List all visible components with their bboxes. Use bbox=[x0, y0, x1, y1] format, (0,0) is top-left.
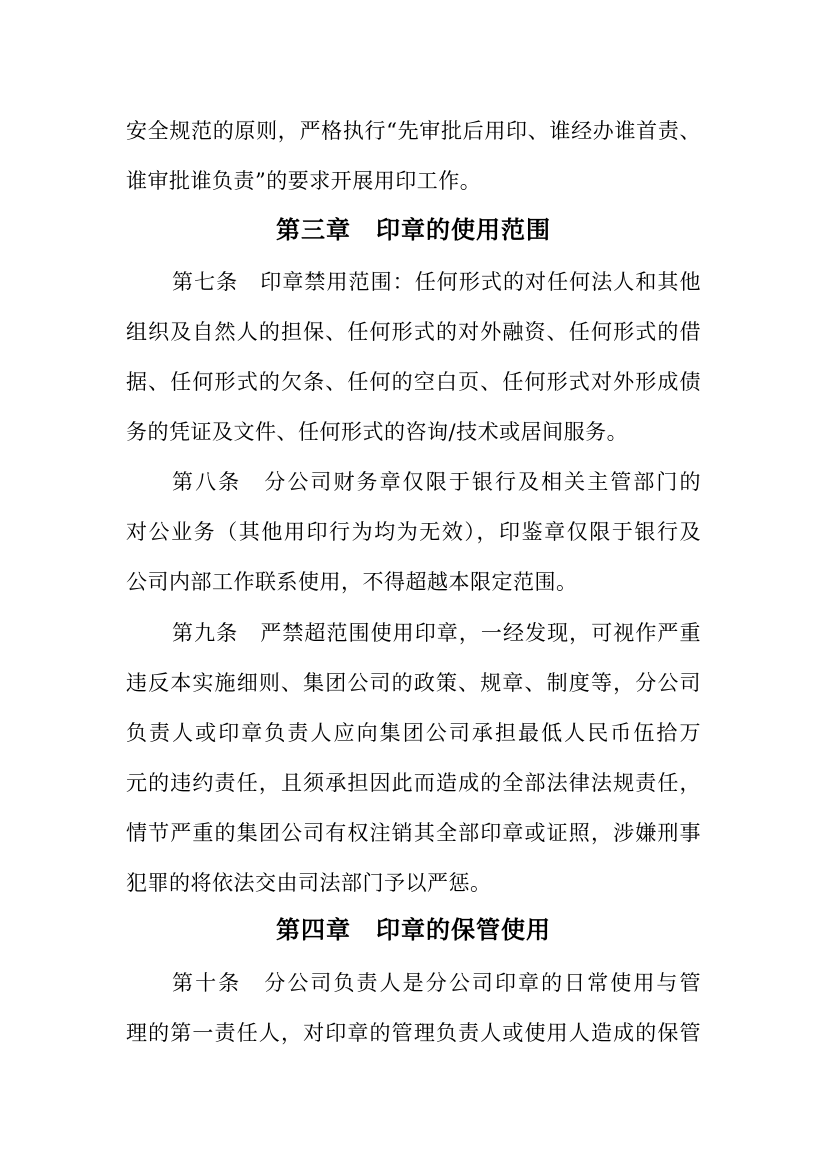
paragraph-line: 情节严重的集团公司有权注销其全部印章或证照，涉嫌刑事 bbox=[126, 821, 701, 845]
paragraph-line: 对公业务（其他用印行为均为无效），印鉴章仅限于银行及 bbox=[126, 520, 701, 544]
paragraph-line: 违反本实施细则、集团公司的政策、规章、制度等，分公司 bbox=[126, 671, 701, 695]
paragraph-line: 安全规范的原则，严格执行“先审批后用印、谁经办谁首责、 bbox=[126, 119, 701, 143]
chapter-heading-4: 第四章 印章的保管使用 bbox=[276, 915, 551, 944]
chapter-heading-3: 第三章 印章的使用范围 bbox=[276, 215, 551, 244]
paragraph-line: 组织及自然人的担保、任何形式的对外融资、任何形式的借 bbox=[126, 320, 701, 344]
paragraph-line: 理的第一责任人，对印章的管理负责人或使用人造成的保管 bbox=[126, 1021, 701, 1045]
paragraph-line: 元的违约责任，且须承担因此而造成的全部法律法规责任， bbox=[126, 771, 701, 795]
paragraph-line: 谁审批谁负责”的要求开展用印工作。 bbox=[126, 169, 482, 193]
paragraph-line: 犯罪的将依法交由司法部门予以严惩。 bbox=[126, 871, 492, 895]
article-8-first-line: 第八条 分公司财务章仅限于银行及相关主管部门的 bbox=[172, 470, 701, 494]
paragraph-line: 务的凭证及文件、任何形式的咨询/技术或居间服务。 bbox=[126, 420, 629, 444]
paragraph-line: 据、任何形式的欠条、任何的空白页、任何形式对外形成债 bbox=[126, 370, 701, 394]
paragraph-line: 公司内部工作联系使用，不得超越本限定范围。 bbox=[126, 570, 578, 594]
article-7-first-line: 第七条 印章禁用范围：任何形式的对任何法人和其他 bbox=[172, 270, 701, 294]
paragraph-line: 负责人或印章负责人应向集团公司承担最低人民币伍拾万 bbox=[126, 721, 701, 745]
article-10-first-line: 第十条 分公司负责人是分公司印章的日常使用与管 bbox=[172, 971, 701, 995]
article-9-first-line: 第九条 严禁超范围使用印章，一经发现，可视作严重 bbox=[172, 621, 701, 645]
